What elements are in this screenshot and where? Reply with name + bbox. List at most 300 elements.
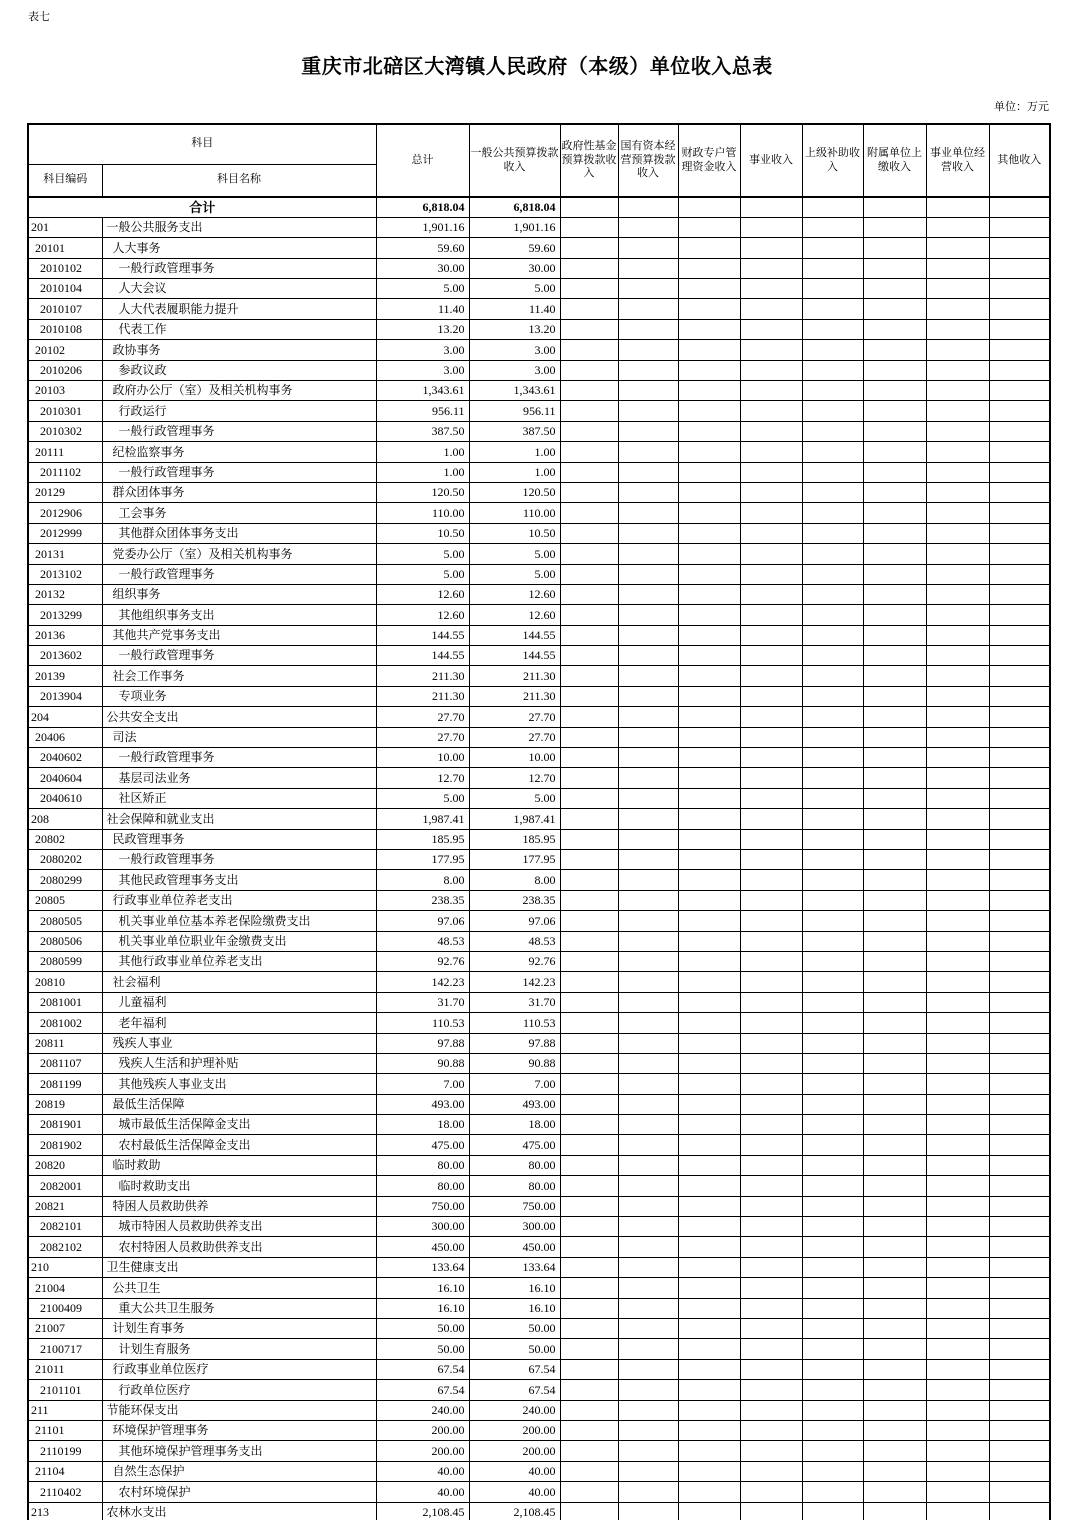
- empty-cell: [926, 197, 989, 217]
- empty-cell: [618, 1482, 678, 1502]
- empty-cell: [560, 625, 618, 645]
- subject-name-cell: 一般行政管理事务: [102, 646, 376, 666]
- table-row: [28, 523, 1050, 543]
- total-cell: 27.70: [376, 727, 469, 747]
- subject-code-cell: 20111: [28, 442, 102, 462]
- empty-cell: [678, 1318, 740, 1338]
- empty-cell: [802, 401, 863, 421]
- empty-cell: [560, 1441, 618, 1461]
- table-row: [28, 727, 1050, 747]
- subject-name-cell: 公共卫生: [102, 1278, 376, 1298]
- empty-cell: [618, 727, 678, 747]
- empty-cell: [989, 1176, 1050, 1196]
- empty-cell: [560, 1318, 618, 1338]
- subject-code-cell: 2011102: [28, 462, 102, 482]
- empty-cell: [678, 1461, 740, 1481]
- empty-cell: [802, 1237, 863, 1257]
- total-cell: 40.00: [376, 1482, 469, 1502]
- empty-cell: [989, 727, 1050, 747]
- empty-cell: [740, 1359, 802, 1379]
- general-budget-cell: 12.60: [469, 584, 560, 604]
- empty-cell: [618, 584, 678, 604]
- total-cell: 1.00: [376, 462, 469, 482]
- empty-cell: [802, 340, 863, 360]
- table-row: [28, 1053, 1050, 1073]
- empty-cell: [678, 217, 740, 237]
- empty-cell: [863, 421, 926, 441]
- empty-cell: [678, 584, 740, 604]
- table-row: [28, 748, 1050, 768]
- empty-cell: [802, 707, 863, 727]
- empty-cell: [740, 523, 802, 543]
- empty-cell: [802, 1155, 863, 1175]
- empty-cell: [989, 1298, 1050, 1318]
- empty-cell: [863, 462, 926, 482]
- subject-code-cell: 21101: [28, 1420, 102, 1440]
- empty-cell: [678, 605, 740, 625]
- empty-cell: [678, 748, 740, 768]
- empty-cell: [678, 319, 740, 339]
- general-budget-cell: 80.00: [469, 1176, 560, 1196]
- empty-cell: [989, 870, 1050, 890]
- empty-cell: [560, 1074, 618, 1094]
- total-cell: 144.55: [376, 625, 469, 645]
- empty-cell: [989, 788, 1050, 808]
- empty-cell: [618, 523, 678, 543]
- subject-name-cell: 一般行政管理事务: [102, 748, 376, 768]
- empty-cell: [926, 1359, 989, 1379]
- table-row: [28, 564, 1050, 584]
- empty-cell: [989, 1400, 1050, 1420]
- total-cell: 185.95: [376, 829, 469, 849]
- header-col-superior-subsidy: 上级补助收入: [802, 124, 863, 197]
- subject-name-cell: 特困人员救助供养: [102, 1196, 376, 1216]
- table-row: [28, 1441, 1050, 1461]
- subject-code-cell: 2010107: [28, 299, 102, 319]
- empty-cell: [618, 1298, 678, 1318]
- empty-cell: [560, 992, 618, 1012]
- empty-cell: [560, 1217, 618, 1237]
- empty-cell: [678, 931, 740, 951]
- empty-cell: [802, 829, 863, 849]
- empty-cell: [618, 809, 678, 829]
- empty-cell: [926, 931, 989, 951]
- empty-cell: [678, 870, 740, 890]
- total-cell: 50.00: [376, 1318, 469, 1338]
- empty-cell: [740, 279, 802, 299]
- subject-code-cell: 2040610: [28, 788, 102, 808]
- empty-cell: [740, 1502, 802, 1520]
- table-row: [28, 911, 1050, 931]
- table-row: [28, 319, 1050, 339]
- subject-name-cell: 参政议政: [102, 360, 376, 380]
- empty-cell: [989, 1257, 1050, 1277]
- empty-cell: [678, 1094, 740, 1114]
- empty-cell: [740, 1461, 802, 1481]
- unit-note: 单位：万元: [994, 101, 1049, 113]
- empty-cell: [618, 992, 678, 1012]
- general-budget-cell: 110.53: [469, 1013, 560, 1033]
- empty-cell: [926, 1013, 989, 1033]
- subject-name-cell: 最低生活保障: [102, 1094, 376, 1114]
- general-budget-cell: 1.00: [469, 442, 560, 462]
- empty-cell: [802, 1135, 863, 1155]
- empty-cell: [740, 850, 802, 870]
- empty-cell: [678, 707, 740, 727]
- general-budget-cell: 31.70: [469, 992, 560, 1012]
- subject-code-cell: 20802: [28, 829, 102, 849]
- empty-cell: [863, 890, 926, 910]
- subject-name-cell: 社区矫正: [102, 788, 376, 808]
- empty-cell: [678, 1074, 740, 1094]
- empty-cell: [802, 258, 863, 278]
- total-cell: 177.95: [376, 850, 469, 870]
- table-row: [28, 1013, 1050, 1033]
- table-row: [28, 870, 1050, 890]
- empty-cell: [678, 768, 740, 788]
- empty-cell: [863, 1074, 926, 1094]
- table-row: [28, 890, 1050, 910]
- empty-cell: [926, 707, 989, 727]
- table-row: [28, 1033, 1050, 1053]
- empty-cell: [678, 1196, 740, 1216]
- income-summary-table: [27, 123, 1051, 1520]
- general-budget-cell: 97.06: [469, 911, 560, 931]
- empty-cell: [678, 482, 740, 502]
- empty-cell: [802, 381, 863, 401]
- subject-name-cell: 政府办公厅（室）及相关机构事务: [102, 381, 376, 401]
- empty-cell: [989, 584, 1050, 604]
- total-cell: 387.50: [376, 421, 469, 441]
- empty-cell: [863, 951, 926, 971]
- empty-cell: [863, 931, 926, 951]
- table-row: [28, 360, 1050, 380]
- empty-cell: [740, 666, 802, 686]
- empty-cell: [802, 1196, 863, 1216]
- empty-cell: [678, 279, 740, 299]
- empty-cell: [740, 584, 802, 604]
- empty-cell: [618, 340, 678, 360]
- subject-name-cell: 人大会议: [102, 279, 376, 299]
- table-row: [28, 1359, 1050, 1379]
- empty-cell: [618, 1318, 678, 1338]
- total-cell: 12.60: [376, 605, 469, 625]
- empty-cell: [989, 1380, 1050, 1400]
- empty-cell: [740, 727, 802, 747]
- total-cell: 1,987.41: [376, 809, 469, 829]
- subject-code-cell: 2081001: [28, 992, 102, 1012]
- subject-code-cell: 20136: [28, 625, 102, 645]
- empty-cell: [989, 564, 1050, 584]
- empty-cell: [802, 666, 863, 686]
- empty-cell: [678, 523, 740, 543]
- empty-cell: [560, 890, 618, 910]
- empty-cell: [740, 748, 802, 768]
- table-row: [28, 1298, 1050, 1318]
- empty-cell: [678, 1502, 740, 1520]
- total-cell: 7.00: [376, 1074, 469, 1094]
- empty-cell: [802, 890, 863, 910]
- empty-cell: [740, 1237, 802, 1257]
- subject-name-cell: 一般公共服务支出: [102, 217, 376, 237]
- empty-cell: [618, 462, 678, 482]
- total-cell: 90.88: [376, 1053, 469, 1073]
- empty-cell: [560, 1257, 618, 1277]
- empty-cell: [926, 1257, 989, 1277]
- empty-cell: [560, 1176, 618, 1196]
- sheet-label: 表七: [28, 11, 50, 23]
- empty-cell: [560, 788, 618, 808]
- subject-name-cell: 工会事务: [102, 503, 376, 523]
- empty-cell: [926, 401, 989, 421]
- empty-cell: [560, 1155, 618, 1175]
- empty-cell: [863, 1176, 926, 1196]
- general-budget-cell: 133.64: [469, 1257, 560, 1277]
- empty-cell: [740, 462, 802, 482]
- empty-cell: [560, 972, 618, 992]
- empty-cell: [926, 442, 989, 462]
- empty-cell: [926, 951, 989, 971]
- empty-cell: [678, 829, 740, 849]
- empty-cell: [989, 442, 1050, 462]
- empty-cell: [560, 768, 618, 788]
- empty-cell: [863, 1502, 926, 1520]
- empty-cell: [618, 951, 678, 971]
- empty-cell: [926, 1441, 989, 1461]
- subject-name-cell: 残疾人事业: [102, 1033, 376, 1053]
- empty-cell: [989, 1196, 1050, 1216]
- empty-cell: [740, 381, 802, 401]
- empty-cell: [560, 238, 618, 258]
- subject-name-cell: 专项业务: [102, 686, 376, 706]
- total-cell: 211.30: [376, 686, 469, 706]
- empty-cell: [989, 1053, 1050, 1073]
- empty-cell: [863, 1461, 926, 1481]
- empty-cell: [802, 850, 863, 870]
- empty-cell: [678, 686, 740, 706]
- subject-code-cell: 20406: [28, 727, 102, 747]
- general-budget-cell: 11.40: [469, 299, 560, 319]
- empty-cell: [989, 1237, 1050, 1257]
- table-row: [28, 1420, 1050, 1440]
- header-col-affiliate-remit: 附属单位上缴收入: [863, 124, 926, 197]
- table-row: [28, 809, 1050, 829]
- empty-cell: [618, 850, 678, 870]
- empty-cell: [740, 217, 802, 237]
- general-budget-cell: 475.00: [469, 1135, 560, 1155]
- empty-cell: [802, 1482, 863, 1502]
- empty-cell: [618, 1461, 678, 1481]
- table-row: [28, 829, 1050, 849]
- general-budget-cell: 12.60: [469, 605, 560, 625]
- empty-cell: [802, 931, 863, 951]
- empty-cell: [560, 340, 618, 360]
- general-budget-cell: 27.70: [469, 727, 560, 747]
- total-cell: 50.00: [376, 1339, 469, 1359]
- table-row: [28, 217, 1050, 237]
- empty-cell: [618, 1074, 678, 1094]
- empty-cell: [802, 1217, 863, 1237]
- empty-cell: [863, 1094, 926, 1114]
- empty-cell: [802, 1115, 863, 1135]
- subject-code-cell: 20810: [28, 972, 102, 992]
- total-cell: 6,818.04: [376, 197, 469, 217]
- empty-cell: [740, 1155, 802, 1175]
- empty-cell: [989, 1441, 1050, 1461]
- general-budget-cell: 120.50: [469, 482, 560, 502]
- empty-cell: [740, 870, 802, 890]
- empty-cell: [926, 238, 989, 258]
- empty-cell: [989, 279, 1050, 299]
- empty-cell: [678, 625, 740, 645]
- general-budget-cell: 30.00: [469, 258, 560, 278]
- empty-cell: [678, 1155, 740, 1175]
- empty-cell: [863, 788, 926, 808]
- empty-cell: [989, 911, 1050, 931]
- empty-cell: [863, 666, 926, 686]
- total-cell: 97.06: [376, 911, 469, 931]
- table-row: [28, 992, 1050, 1012]
- subject-name-cell: 一般行政管理事务: [102, 564, 376, 584]
- empty-cell: [678, 1115, 740, 1135]
- empty-cell: [560, 1502, 618, 1520]
- empty-cell: [678, 992, 740, 1012]
- empty-cell: [618, 544, 678, 564]
- empty-cell: [740, 1257, 802, 1277]
- total-cell: 10.50: [376, 523, 469, 543]
- empty-cell: [802, 421, 863, 441]
- empty-cell: [863, 197, 926, 217]
- empty-cell: [740, 197, 802, 217]
- empty-cell: [740, 992, 802, 1012]
- empty-cell: [802, 788, 863, 808]
- subject-code-cell: 20103: [28, 381, 102, 401]
- table-row: [28, 931, 1050, 951]
- empty-cell: [863, 1155, 926, 1175]
- empty-cell: [678, 890, 740, 910]
- subject-name-cell: 司法: [102, 727, 376, 747]
- empty-cell: [802, 727, 863, 747]
- empty-cell: [802, 503, 863, 523]
- total-cell: 59.60: [376, 238, 469, 258]
- empty-cell: [678, 197, 740, 217]
- empty-cell: [618, 625, 678, 645]
- total-cell: 750.00: [376, 1196, 469, 1216]
- total-cell: 1,901.16: [376, 217, 469, 237]
- header-subject-code: 科目编码: [28, 164, 102, 197]
- empty-cell: [802, 584, 863, 604]
- table-row: [28, 503, 1050, 523]
- subject-code-cell: 2013904: [28, 686, 102, 706]
- subject-code-cell: 2080202: [28, 850, 102, 870]
- empty-cell: [740, 319, 802, 339]
- empty-cell: [618, 1237, 678, 1257]
- empty-cell: [926, 625, 989, 645]
- general-budget-cell: 16.10: [469, 1278, 560, 1298]
- general-budget-cell: 50.00: [469, 1339, 560, 1359]
- table-row: [28, 1257, 1050, 1277]
- empty-cell: [926, 584, 989, 604]
- empty-cell: [740, 890, 802, 910]
- empty-cell: [618, 238, 678, 258]
- table-row: [28, 1461, 1050, 1481]
- empty-cell: [560, 523, 618, 543]
- empty-cell: [802, 1298, 863, 1318]
- empty-cell: [863, 279, 926, 299]
- total-cell: 8.00: [376, 870, 469, 890]
- empty-cell: [863, 727, 926, 747]
- subject-name-cell: 人大代表履职能力提升: [102, 299, 376, 319]
- empty-cell: [802, 1094, 863, 1114]
- empty-cell: [802, 1339, 863, 1359]
- empty-cell: [989, 605, 1050, 625]
- empty-cell: [802, 748, 863, 768]
- subject-code-cell: 2013602: [28, 646, 102, 666]
- empty-cell: [740, 1278, 802, 1298]
- header-col-fiscal-account: 财政专户管理资金收入: [678, 124, 740, 197]
- empty-cell: [678, 238, 740, 258]
- empty-cell: [740, 809, 802, 829]
- empty-cell: [560, 707, 618, 727]
- empty-cell: [926, 544, 989, 564]
- table-row: [28, 258, 1050, 278]
- empty-cell: [618, 1441, 678, 1461]
- subject-code-cell: 2081002: [28, 1013, 102, 1033]
- empty-cell: [863, 442, 926, 462]
- empty-cell: [989, 1502, 1050, 1520]
- empty-cell: [989, 829, 1050, 849]
- empty-cell: [618, 1278, 678, 1298]
- subject-name-cell: 民政管理事务: [102, 829, 376, 849]
- subject-code-cell: 2080299: [28, 870, 102, 890]
- empty-cell: [560, 748, 618, 768]
- empty-cell: [802, 809, 863, 829]
- empty-cell: [802, 972, 863, 992]
- empty-cell: [740, 1053, 802, 1073]
- empty-cell: [740, 646, 802, 666]
- empty-cell: [863, 1135, 926, 1155]
- empty-cell: [740, 625, 802, 645]
- empty-cell: [560, 666, 618, 686]
- empty-cell: [989, 625, 1050, 645]
- empty-cell: [802, 1441, 863, 1461]
- general-budget-cell: 450.00: [469, 1237, 560, 1257]
- subject-name-cell: 残疾人生活和护理补贴: [102, 1053, 376, 1073]
- subject-name-cell: 组织事务: [102, 584, 376, 604]
- empty-cell: [989, 1339, 1050, 1359]
- empty-cell: [926, 1400, 989, 1420]
- empty-cell: [802, 1502, 863, 1520]
- subject-code-cell: 204: [28, 707, 102, 727]
- table-row: [28, 238, 1050, 258]
- total-cell: 48.53: [376, 931, 469, 951]
- empty-cell: [863, 625, 926, 645]
- empty-cell: [740, 1176, 802, 1196]
- general-budget-cell: 18.00: [469, 1115, 560, 1135]
- empty-cell: [560, 1461, 618, 1481]
- empty-cell: [618, 564, 678, 584]
- empty-cell: [926, 1135, 989, 1155]
- subject-name-cell: 一般行政管理事务: [102, 258, 376, 278]
- empty-cell: [863, 360, 926, 380]
- empty-cell: [618, 1094, 678, 1114]
- empty-cell: [863, 1400, 926, 1420]
- empty-cell: [618, 1217, 678, 1237]
- empty-cell: [560, 850, 618, 870]
- empty-cell: [618, 1135, 678, 1155]
- general-budget-cell: 2,108.45: [469, 1502, 560, 1520]
- empty-cell: [560, 442, 618, 462]
